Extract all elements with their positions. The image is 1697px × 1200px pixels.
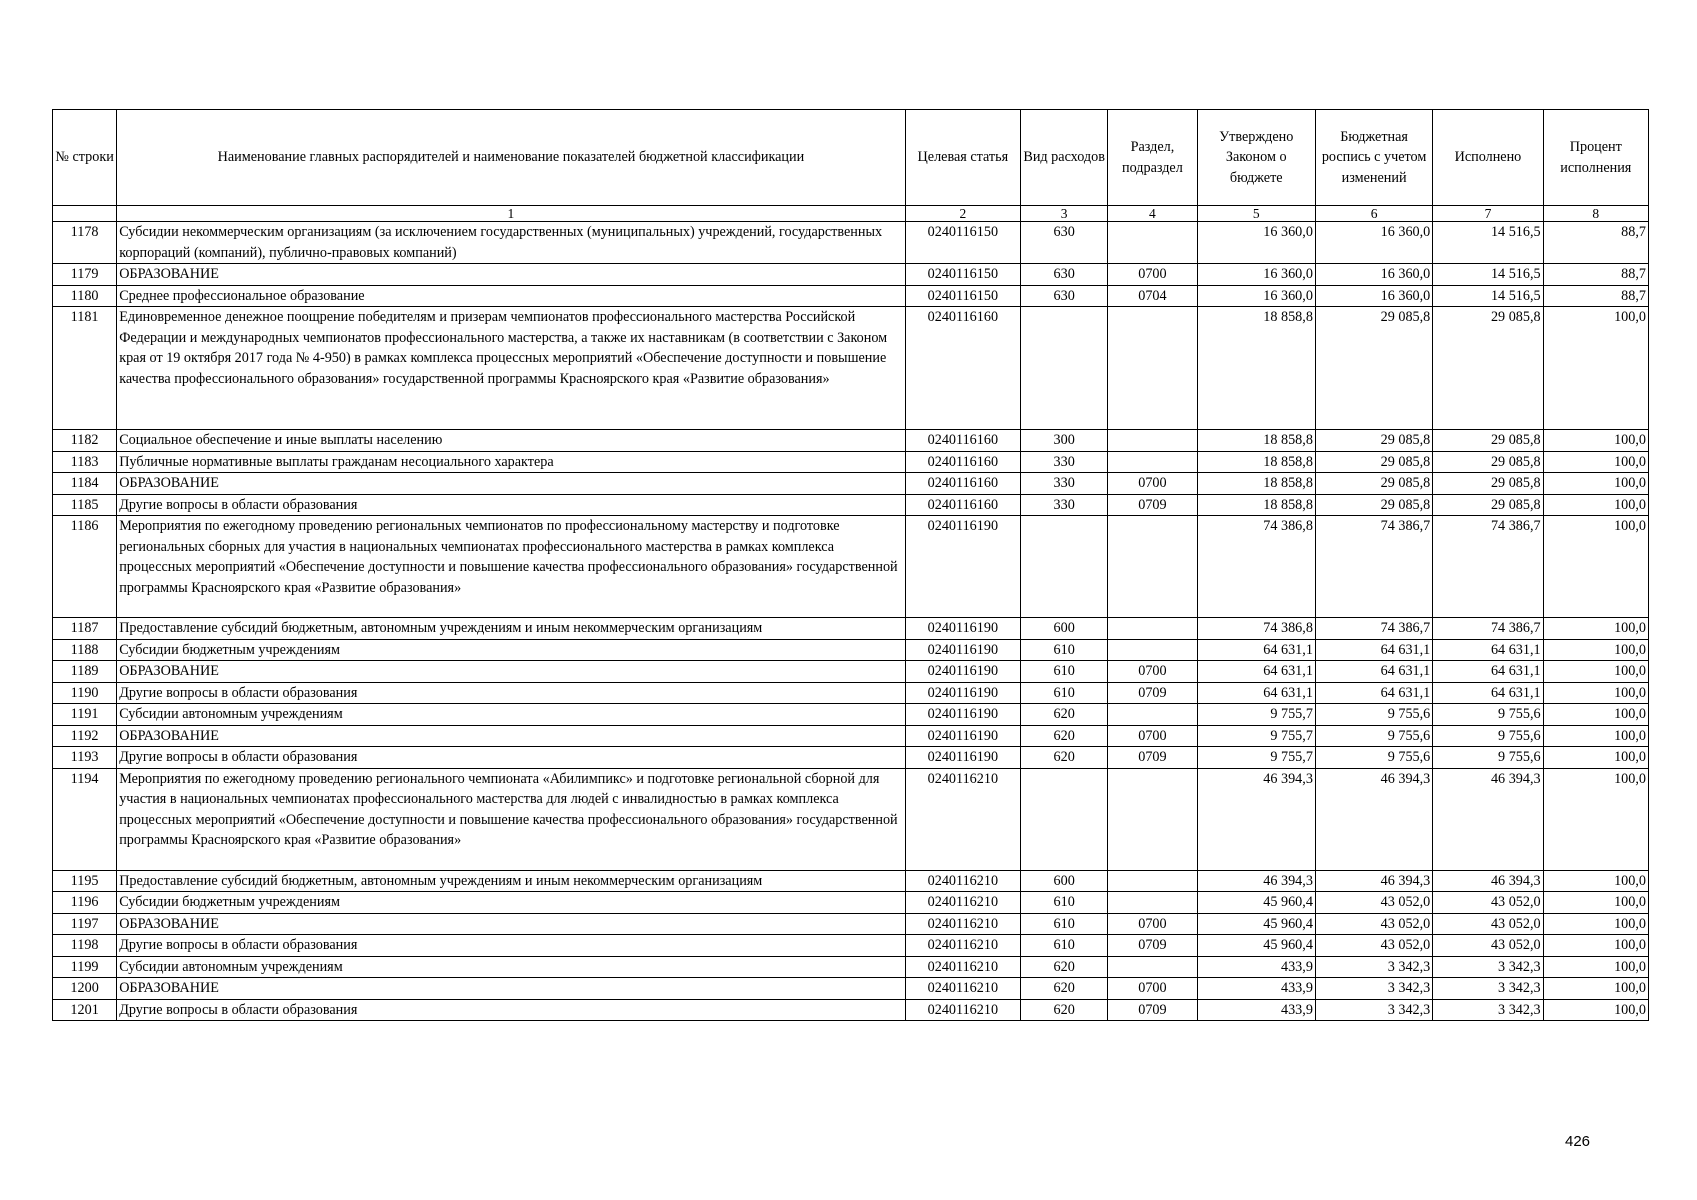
column-number: 1 [117,206,905,222]
name-cell: Предоставление субсидий бюджетным, автономным учреждениям и иным некоммерческим организациям [117,618,905,640]
row-number-cell: 1184 [53,473,117,495]
approved-cell: 9 755,7 [1197,725,1315,747]
budget-roster-cell: 29 085,8 [1315,451,1432,473]
table-row [53,935,1649,957]
name-cell: ОБРАЗОВАНИЕ [117,661,905,683]
target-article-cell: 0240116160 [905,451,1020,473]
approved-cell: 18 858,8 [1197,307,1315,430]
percent-cell: 100,0 [1543,307,1648,430]
percent-cell: 100,0 [1543,935,1648,957]
section-cell: 0709 [1108,999,1197,1021]
target-article-cell: 0240116190 [905,725,1020,747]
approved-cell: 45 960,4 [1197,892,1315,914]
table-row [53,747,1649,769]
percent-cell: 88,7 [1543,285,1648,307]
table-row [53,494,1649,516]
expense-type-cell: 610 [1021,639,1108,661]
target-article-cell: 0240116210 [905,870,1020,892]
section-cell [1108,768,1197,870]
percent-cell: 100,0 [1543,870,1648,892]
target-article-cell: 0240116190 [905,661,1020,683]
expense-type-cell: 610 [1021,661,1108,683]
name-cell: ОБРАЗОВАНИЕ [117,913,905,935]
row-number-cell: 1200 [53,978,117,1000]
percent-cell: 100,0 [1543,747,1648,769]
table-row [53,999,1649,1021]
expense-type-cell: 630 [1021,285,1108,307]
percent-cell: 100,0 [1543,978,1648,1000]
target-article-cell: 0240116210 [905,768,1020,870]
budget-roster-cell: 29 085,8 [1315,494,1432,516]
executed-cell: 43 052,0 [1433,913,1543,935]
row-number-cell: 1195 [53,870,117,892]
expense-type-cell [1021,307,1108,430]
row-number-cell: 1179 [53,264,117,286]
section-cell: 0709 [1108,747,1197,769]
budget-roster-cell: 43 052,0 [1315,913,1432,935]
section-cell: 0704 [1108,285,1197,307]
header-approved: Утверждено Законом о бюджете [1197,110,1315,206]
expense-type-cell: 620 [1021,704,1108,726]
approved-cell: 18 858,8 [1197,451,1315,473]
budget-roster-cell: 74 386,7 [1315,618,1432,640]
budget-roster-cell: 16 360,0 [1315,264,1432,286]
column-number: 2 [905,206,1020,222]
target-article-cell: 0240116210 [905,999,1020,1021]
row-number-cell: 1182 [53,430,117,452]
name-cell: Другие вопросы в области образования [117,999,905,1021]
target-article-cell: 0240116190 [905,682,1020,704]
section-cell [1108,704,1197,726]
section-cell [1108,222,1197,264]
header-name: Наименование главных распорядителей и наименование показателей бюджетной классификации [117,110,905,206]
target-article-cell: 0240116190 [905,704,1020,726]
expense-type-cell: 630 [1021,222,1108,264]
executed-cell: 46 394,3 [1433,768,1543,870]
budget-execution-table [52,109,1649,1021]
executed-cell: 3 342,3 [1433,999,1543,1021]
table-row [53,725,1649,747]
approved-cell: 46 394,3 [1197,870,1315,892]
target-article-cell: 0240116190 [905,516,1020,618]
name-cell: Другие вопросы в области образования [117,747,905,769]
row-number-cell: 1185 [53,494,117,516]
expense-type-cell: 620 [1021,956,1108,978]
percent-cell: 88,7 [1543,264,1648,286]
executed-cell: 9 755,6 [1433,725,1543,747]
name-cell: Субсидии бюджетным учреждениям [117,892,905,914]
name-cell: ОБРАЗОВАНИЕ [117,725,905,747]
column-number: 6 [1315,206,1432,222]
name-cell: Мероприятия по ежегодному проведению регионального чемпионата «Абилимпикс» и подготовке региональной сборной для участия в национальных чемпионатах профессионального мастерства для людей с инвалидностью в рамках комплекса процессных мероприятий «Обеспечение доступности и повышение качества профессионального образования» государственной программы Красноярского края «Развитие образования» [117,768,905,870]
section-cell: 0700 [1108,978,1197,1000]
name-cell: Субсидии бюджетным учреждениям [117,639,905,661]
row-number-cell: 1187 [53,618,117,640]
percent-cell: 88,7 [1543,222,1648,264]
approved-cell: 18 858,8 [1197,473,1315,495]
budget-roster-cell: 29 085,8 [1315,307,1432,430]
target-article-cell: 0240116210 [905,935,1020,957]
row-number-cell: 1178 [53,222,117,264]
budget-roster-cell: 43 052,0 [1315,935,1432,957]
target-article-cell: 0240116210 [905,892,1020,914]
expense-type-cell: 620 [1021,999,1108,1021]
row-number-cell: 1188 [53,639,117,661]
expense-type-cell: 300 [1021,430,1108,452]
table-row [53,870,1649,892]
percent-cell: 100,0 [1543,618,1648,640]
column-number: 5 [1197,206,1315,222]
header-row-number: № строки [53,110,117,206]
budget-roster-cell: 9 755,6 [1315,704,1432,726]
section-cell [1108,307,1197,430]
row-number-cell: 1180 [53,285,117,307]
budget-roster-cell: 46 394,3 [1315,870,1432,892]
executed-cell: 14 516,5 [1433,264,1543,286]
row-number-cell: 1192 [53,725,117,747]
executed-cell: 43 052,0 [1433,935,1543,957]
row-number-cell: 1186 [53,516,117,618]
approved-cell: 74 386,8 [1197,618,1315,640]
row-number-cell: 1201 [53,999,117,1021]
executed-cell: 14 516,5 [1433,222,1543,264]
executed-cell: 3 342,3 [1433,956,1543,978]
name-cell: ОБРАЗОВАНИЕ [117,264,905,286]
table-row [53,451,1649,473]
percent-cell: 100,0 [1543,725,1648,747]
row-number-cell: 1194 [53,768,117,870]
approved-cell: 64 631,1 [1197,682,1315,704]
executed-cell: 64 631,1 [1433,682,1543,704]
percent-cell: 100,0 [1543,704,1648,726]
table-row [53,307,1649,430]
budget-roster-cell: 74 386,7 [1315,516,1432,618]
row-number-cell: 1197 [53,913,117,935]
section-cell [1108,430,1197,452]
name-cell: Социальное обеспечение и иные выплаты населению [117,430,905,452]
header-budget-roster: Бюджетная роспись с учетом изменений [1315,110,1432,206]
target-article-cell: 0240116190 [905,747,1020,769]
executed-cell: 9 755,6 [1433,704,1543,726]
budget-roster-cell: 43 052,0 [1315,892,1432,914]
expense-type-cell: 620 [1021,725,1108,747]
column-number: 7 [1433,206,1543,222]
target-article-cell: 0240116160 [905,473,1020,495]
approved-cell: 18 858,8 [1197,494,1315,516]
percent-cell: 100,0 [1543,913,1648,935]
table-body [53,222,1649,1021]
table-row [53,682,1649,704]
section-cell [1108,451,1197,473]
approved-cell: 16 360,0 [1197,285,1315,307]
row-number-cell: 1198 [53,935,117,957]
budget-roster-cell: 9 755,6 [1315,725,1432,747]
percent-cell: 100,0 [1543,892,1648,914]
target-article-cell: 0240116190 [905,639,1020,661]
executed-cell: 29 085,8 [1433,451,1543,473]
target-article-cell: 0240116210 [905,978,1020,1000]
section-cell: 0709 [1108,682,1197,704]
section-cell [1108,870,1197,892]
executed-cell: 46 394,3 [1433,870,1543,892]
header-target-article: Целевая статья [905,110,1020,206]
name-cell: Другие вопросы в области образования [117,935,905,957]
header-expense-type: Вид расходов [1021,110,1108,206]
target-article-cell: 0240116150 [905,222,1020,264]
section-cell: 0700 [1108,473,1197,495]
column-number: 4 [1108,206,1197,222]
table-row [53,704,1649,726]
expense-type-cell: 610 [1021,892,1108,914]
name-cell: Субсидии некоммерческим организациям (за исключением государственных (муниципальных) учреждений, государственных корпораций (компаний), публично-правовых компаний) [117,222,905,264]
table-row [53,956,1649,978]
approved-cell: 74 386,8 [1197,516,1315,618]
approved-cell: 45 960,4 [1197,935,1315,957]
name-cell: Предоставление субсидий бюджетным, автономным учреждениям и иным некоммерческим организациям [117,870,905,892]
section-cell: 0700 [1108,725,1197,747]
target-article-cell: 0240116190 [905,618,1020,640]
table-row [53,618,1649,640]
approved-cell: 18 858,8 [1197,430,1315,452]
executed-cell: 74 386,7 [1433,618,1543,640]
column-number: 8 [1543,206,1648,222]
approved-cell: 64 631,1 [1197,639,1315,661]
row-number-cell: 1191 [53,704,117,726]
expense-type-cell: 620 [1021,747,1108,769]
section-cell: 0709 [1108,935,1197,957]
target-article-cell: 0240116160 [905,494,1020,516]
name-cell: Другие вопросы в области образования [117,682,905,704]
header-row [53,110,1649,206]
executed-cell: 43 052,0 [1433,892,1543,914]
expense-type-cell: 620 [1021,978,1108,1000]
table-row [53,516,1649,618]
percent-cell: 100,0 [1543,430,1648,452]
percent-cell: 100,0 [1543,451,1648,473]
table-row [53,768,1649,870]
executed-cell: 14 516,5 [1433,285,1543,307]
executed-cell: 74 386,7 [1433,516,1543,618]
table-row [53,639,1649,661]
budget-roster-cell: 64 631,1 [1315,682,1432,704]
expense-type-cell: 330 [1021,451,1108,473]
executed-cell: 29 085,8 [1433,494,1543,516]
row-number-cell: 1190 [53,682,117,704]
approved-cell: 16 360,0 [1197,264,1315,286]
percent-cell: 100,0 [1543,516,1648,618]
row-number-cell: 1183 [53,451,117,473]
approved-cell: 46 394,3 [1197,768,1315,870]
budget-roster-cell: 9 755,6 [1315,747,1432,769]
name-cell: Публичные нормативные выплаты гражданам несоциального характера [117,451,905,473]
target-article-cell: 0240116150 [905,264,1020,286]
budget-roster-cell: 46 394,3 [1315,768,1432,870]
approved-cell: 433,9 [1197,956,1315,978]
header-section: Раздел, подраздел [1108,110,1197,206]
target-article-cell: 0240116160 [905,430,1020,452]
section-cell [1108,892,1197,914]
target-article-cell: 0240116150 [905,285,1020,307]
table-row [53,430,1649,452]
column-number: 3 [1021,206,1108,222]
name-cell: Мероприятия по ежегодному проведению региональных чемпионатов по профессиональному мастерству и подготовке региональных сборных для участия в национальных чемпионатах профессионального мастерства в рамках комплекса процессных мероприятий «Обеспечение доступности и повышение качества профессионального образования» государственной программы Красноярского края «Развитие образования» [117,516,905,618]
approved-cell: 433,9 [1197,978,1315,1000]
target-article-cell: 0240116160 [905,307,1020,430]
name-cell: ОБРАЗОВАНИЕ [117,473,905,495]
executed-cell: 64 631,1 [1433,661,1543,683]
section-cell [1108,639,1197,661]
percent-cell: 100,0 [1543,768,1648,870]
expense-type-cell: 610 [1021,935,1108,957]
executed-cell: 29 085,8 [1433,430,1543,452]
expense-type-cell: 630 [1021,264,1108,286]
percent-cell: 100,0 [1543,661,1648,683]
header-executed: Исполнено [1433,110,1543,206]
target-article-cell: 0240116210 [905,956,1020,978]
expense-type-cell [1021,768,1108,870]
section-cell [1108,618,1197,640]
row-number-cell: 1189 [53,661,117,683]
budget-roster-cell: 16 360,0 [1315,222,1432,264]
budget-roster-cell: 29 085,8 [1315,430,1432,452]
budget-roster-cell: 29 085,8 [1315,473,1432,495]
table-row [53,285,1649,307]
row-number-cell: 1199 [53,956,117,978]
column-number-blank [53,206,117,222]
expense-type-cell: 600 [1021,618,1108,640]
section-cell: 0700 [1108,661,1197,683]
name-cell: Субсидии автономным учреждениям [117,956,905,978]
budget-roster-cell: 16 360,0 [1315,285,1432,307]
approved-cell: 9 755,7 [1197,747,1315,769]
percent-cell: 100,0 [1543,682,1648,704]
table-row [53,264,1649,286]
percent-cell: 100,0 [1543,639,1648,661]
expense-type-cell [1021,516,1108,618]
percent-cell: 100,0 [1543,494,1648,516]
header-percent: Процент исполнения [1543,110,1648,206]
section-cell [1108,516,1197,618]
column-numbers-row [53,206,1649,222]
name-cell: Субсидии автономным учреждениям [117,704,905,726]
section-cell [1108,956,1197,978]
name-cell: ОБРАЗОВАНИЕ [117,978,905,1000]
row-number-cell: 1193 [53,747,117,769]
executed-cell: 64 631,1 [1433,639,1543,661]
section-cell: 0700 [1108,913,1197,935]
name-cell: Единовременное денежное поощрение победителям и призерам чемпионатов профессионального мастерства Российской Федерации и международных чемпионатов профессионального мастерства, а также их наставникам (в соответствии с Законом края от 19 октября 2017 года № 4-950) в рамках комплекса процессных мероприятий «Обеспечение доступности и повышение качества профессионального образования» государственной программы Красноярского края «Развитие образования» [117,307,905,430]
table-row [53,892,1649,914]
executed-cell: 29 085,8 [1433,307,1543,430]
row-number-cell: 1196 [53,892,117,914]
percent-cell: 100,0 [1543,473,1648,495]
expense-type-cell: 330 [1021,473,1108,495]
percent-cell: 100,0 [1543,999,1648,1021]
table-row [53,978,1649,1000]
approved-cell: 433,9 [1197,999,1315,1021]
page-number: 426 [1565,1133,1591,1150]
budget-roster-cell: 64 631,1 [1315,661,1432,683]
name-cell: Другие вопросы в области образования [117,494,905,516]
executed-cell: 29 085,8 [1433,473,1543,495]
approved-cell: 45 960,4 [1197,913,1315,935]
percent-cell: 100,0 [1543,956,1648,978]
expense-type-cell: 610 [1021,682,1108,704]
table-row [53,222,1649,264]
executed-cell: 9 755,6 [1433,747,1543,769]
budget-roster-cell: 3 342,3 [1315,956,1432,978]
budget-roster-cell: 3 342,3 [1315,999,1432,1021]
expense-type-cell: 330 [1021,494,1108,516]
expense-type-cell: 600 [1021,870,1108,892]
row-number-cell: 1181 [53,307,117,430]
section-cell: 0709 [1108,494,1197,516]
table-row [53,913,1649,935]
approved-cell: 16 360,0 [1197,222,1315,264]
table-row [53,661,1649,683]
budget-roster-cell: 3 342,3 [1315,978,1432,1000]
table-row [53,473,1649,495]
budget-roster-cell: 64 631,1 [1315,639,1432,661]
executed-cell: 3 342,3 [1433,978,1543,1000]
approved-cell: 9 755,7 [1197,704,1315,726]
target-article-cell: 0240116210 [905,913,1020,935]
section-cell: 0700 [1108,264,1197,286]
name-cell: Среднее профессиональное образование [117,285,905,307]
approved-cell: 64 631,1 [1197,661,1315,683]
expense-type-cell: 610 [1021,913,1108,935]
